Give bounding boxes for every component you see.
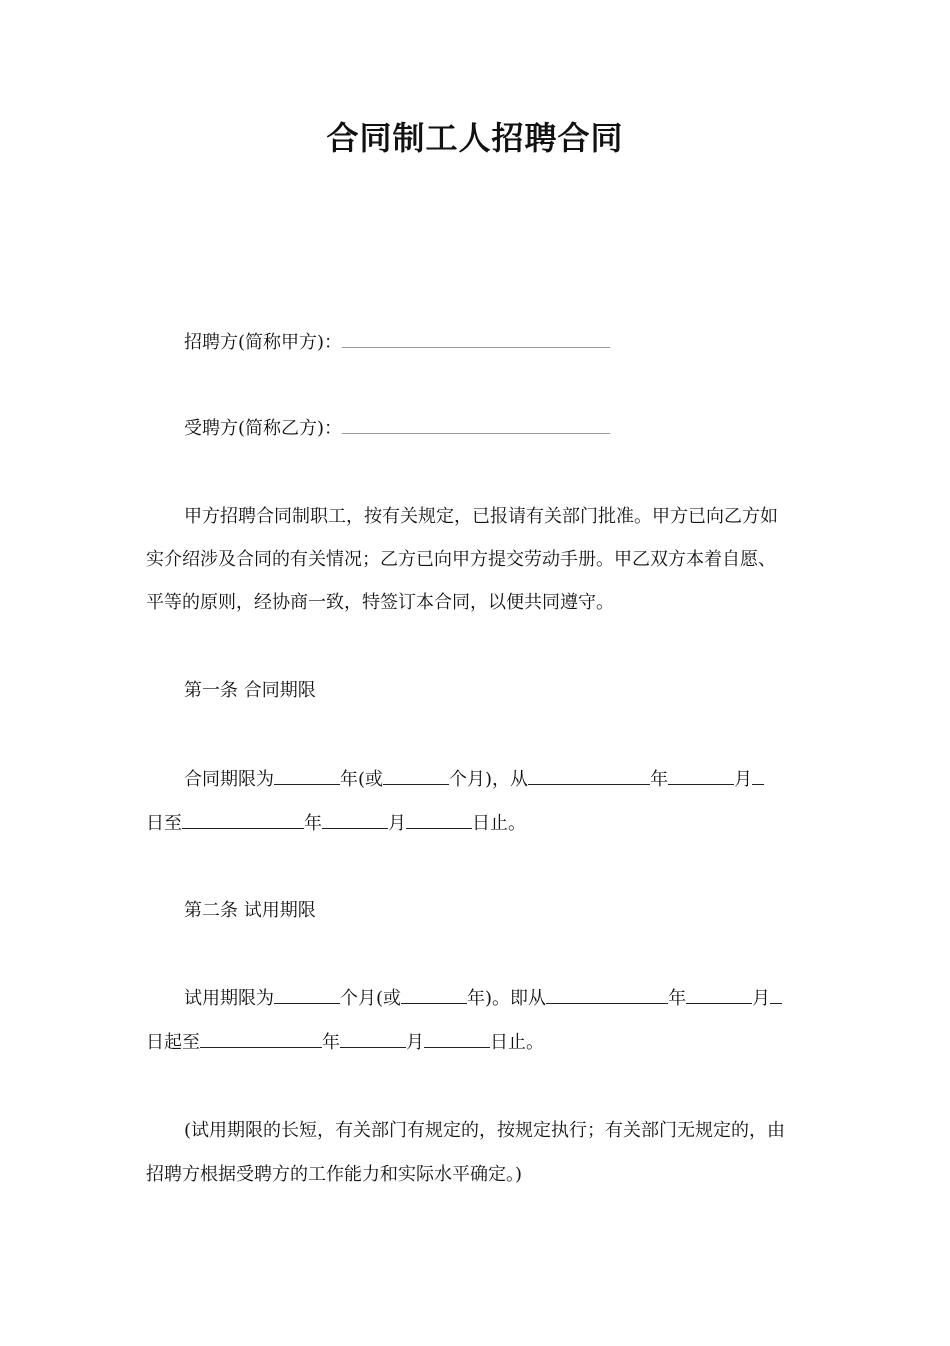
text: 年 (304, 813, 322, 834)
text: 月 (388, 813, 406, 834)
article2-line-2 (146, 1028, 544, 1058)
text: 月 (752, 988, 771, 1009)
note-line-1: (试用期限的长短，有关部门有规定的，按规定执行；有关部门无规定的，由 (184, 1120, 786, 1141)
article1-line-2 (146, 809, 526, 839)
party-b-row (184, 414, 610, 444)
trial-end-year-blank[interactable] (200, 1029, 322, 1048)
end-year-blank[interactable] (182, 810, 304, 829)
article2-line-1 (184, 984, 782, 1014)
trial-end-month-blank[interactable] (340, 1029, 406, 1048)
months-blank[interactable] (383, 766, 449, 785)
start-year-blank[interactable] (528, 766, 650, 785)
document-title: 合同制工人招聘合同 (326, 119, 624, 157)
trial-months-blank[interactable] (274, 985, 340, 1004)
note-line-2: 招聘方根据受聘方的工作能力和实际水平确定。) (146, 1164, 523, 1185)
end-day-blank[interactable] (406, 810, 472, 829)
trial-start-year-blank[interactable] (546, 985, 668, 1004)
article1-line-1 (184, 765, 764, 795)
trial-start-month-blank[interactable] (686, 985, 752, 1004)
party-a-label: 招聘方(简称甲方)： (184, 332, 343, 353)
end-month-blank[interactable] (322, 810, 388, 829)
text: 月 (406, 1032, 424, 1053)
text: 个月(或 (340, 988, 402, 1009)
text: 合同期限为 (184, 769, 274, 790)
intro-line-2: 实介绍涉及合同的有关情况；乙方已向甲方提交劳动手册。甲乙双方本着自愿、 (146, 549, 776, 570)
text: 日止。 (490, 1032, 544, 1053)
intro-line-3: 平等的原则，经协商一致，特签订本合同，以便共同遵守。 (146, 592, 614, 613)
party-b-blank[interactable] (342, 415, 610, 434)
trial-end-day-blank[interactable] (424, 1029, 490, 1048)
start-day-blank[interactable] (752, 766, 764, 785)
text: 年(或 (340, 769, 384, 790)
text: 日止。 (472, 813, 526, 834)
years-blank[interactable] (274, 766, 340, 785)
intro-line-1: 甲方招聘合同制职工，按有关规定，已报请有关部门批准。甲方已向乙方如 (184, 506, 778, 527)
trial-start-day-blank[interactable] (770, 985, 782, 1004)
article1-heading: 第一条 合同期限 (184, 680, 316, 701)
text: 日至 (146, 813, 182, 834)
party-a-blank[interactable] (342, 329, 610, 348)
party-a-row (184, 328, 610, 358)
trial-years-blank[interactable] (401, 985, 467, 1004)
text: 年 (668, 988, 687, 1009)
text: 年)。即从 (467, 988, 547, 1009)
party-b-label: 受聘方(简称乙方)： (184, 418, 343, 439)
text: 月 (734, 769, 753, 790)
text: 个月)，从 (449, 769, 529, 790)
text: 试用期限为 (184, 988, 274, 1009)
text: 日起至 (146, 1032, 200, 1053)
text: 年 (322, 1032, 340, 1053)
article2-heading: 第二条 试用期限 (184, 900, 316, 921)
text: 年 (650, 769, 669, 790)
start-month-blank[interactable] (668, 766, 734, 785)
